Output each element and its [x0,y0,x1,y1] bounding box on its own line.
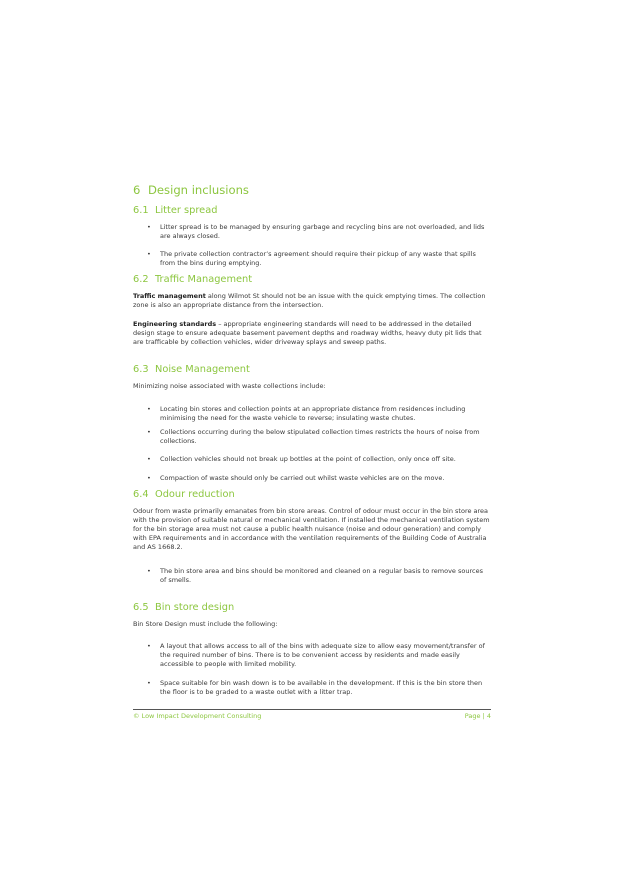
subsection-title: Traffic Management [155,274,253,285]
subsection-number: 6.4 [133,489,149,500]
list-item-text: Collections occurring during the below stipulated collection times restricts the hours of noise from collections. [160,428,480,445]
bullet-icon: • [147,455,151,463]
subsection-number: 6.2 [133,274,149,285]
subsection-heading-noise-management [133,364,250,375]
subsection-title: Litter spread [155,205,218,216]
list-item [147,474,491,483]
list-item-text: Collection vehicles should not break up bottles at the point of collection, only once off site. [160,455,456,463]
subsection-title: Odour reduction [155,489,235,500]
paragraph-odour: Odour from waste primarily emanates from bin store areas. Control of odour must occur in the bin store area with the provision of suitable natural or mechanical ventilation. If installed the mechanical ventilation system for the bin storage area must not cause a public health nuisance (noise and odour generation) and comply with EPA requirements and in accordance with the ventilation requirements of the Building Code of Australia and AS 1668.2. [133,507,490,551]
subsection-heading-litter-spread [133,205,217,216]
subsection-heading-bin-store-design [133,602,234,613]
list-item-text: Compaction of waste should only be carried out whilst waste vehicles are on the move. [160,474,445,482]
list-item-text: The private collection contractor’s agreement should require their pickup of any waste that spills from the bins during emptying. [160,250,476,267]
paragraph-engineering [133,320,491,347]
paragraph-bin-store-intro: Bin Store Design must include the following: [133,620,278,628]
bold-lead: Engineering standards [133,320,217,328]
paragraph-text: along Wilmot St should not be an issue with the quick emptying times. The collection zone is also an appropriate distance from the intersection. [133,292,486,309]
bullet-icon: • [147,428,151,436]
list-item-text: The bin store area and bins should be monitored and cleaned on a regular basis to remove sources of smells. [160,567,483,584]
subsection-title: Bin store design [155,602,235,613]
paragraph-text: – appropriate engineering standards will need to be addressed in the detailed design stage to ensure adequate basement pavement depths and roadway widths, heavy duty pit lids that are trafficable by collection vehicles, wider driveway splays and sweep paths. [133,320,482,346]
list-item [147,567,491,585]
list-item [147,405,491,423]
footer-copyright: © Low Impact Development Consulting [133,712,262,720]
paragraph-noise-intro: Minimizing noise associated with waste collections include: [133,382,326,390]
bullet-icon: • [147,405,151,413]
list-item-text: Space suitable for bin wash down is to be available in the development. If this is the bin store then the floor is to be graded to a waste outlet with a litter trap. [160,679,483,696]
section-heading [133,183,249,197]
subsection-number: 6.1 [133,205,149,216]
bullet-icon: • [147,642,151,650]
bullet-icon: • [147,474,151,482]
list-item [147,642,491,669]
bold-lead: Traffic management [133,292,206,300]
subsection-heading-odour-reduction [133,489,235,500]
section-title: Design inclusions [148,183,249,197]
bullet-icon: • [147,223,151,231]
list-item-text: Locating bin stores and collection points at an appropriate distance from residences including minimising the need for the waste vehicle to reverse; insulating waste chutes. [160,405,466,422]
bullet-icon: • [147,567,151,575]
subsection-title: Noise Management [155,364,250,375]
paragraph-traffic [133,292,491,310]
subsection-number: 6.3 [133,364,149,375]
list-item [147,223,491,241]
section-number: 6 [133,183,141,197]
bullet-icon: • [147,250,151,258]
list-item [147,250,491,268]
list-item-text: A layout that allows access to all of the bins with adequate size to allow easy movement/transfer of the required number of bins. There is to be convenient access by residents and made easily accessible to people with limited mobility. [160,642,485,668]
footer-divider [133,709,491,710]
list-item [147,428,491,446]
subsection-number: 6.5 [133,602,149,613]
list-item-text: Litter spread is to be managed by ensuring garbage and recycling bins are not overloaded, and lids are always closed. [160,223,485,240]
subsection-heading-traffic-management [133,274,252,285]
list-item [147,455,491,464]
bullet-icon: • [147,679,151,687]
list-item [147,679,491,697]
footer-page-number: Page | 4 [464,712,491,720]
